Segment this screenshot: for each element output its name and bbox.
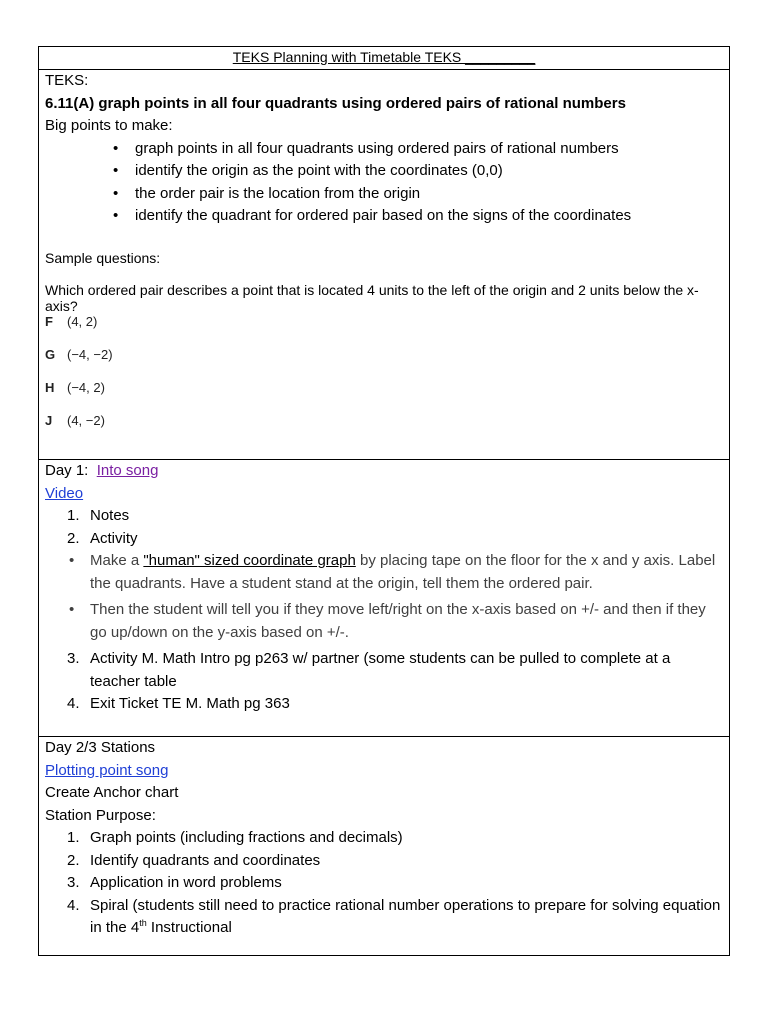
answer-choice: J (4, −2) (45, 412, 105, 428)
day2-heading: Day 2/3 Stations (45, 739, 156, 756)
list-item: 4. Spiral (students still need to practice rational number operations to prepare for solving equation in the 4th Instructional (67, 896, 721, 936)
day1-section (39, 459, 729, 737)
teks-section (39, 69, 729, 460)
answer-choice: F (4, 2) (45, 313, 98, 329)
list-item: 2. Identify quadrants and coordinates (67, 851, 321, 869)
day1-list (45, 505, 723, 550)
plotting-point-song-link[interactable]: Plotting point song (45, 761, 169, 779)
sample-question: Which ordered pair describes a point that is located 4 units to the left of the origin and 2 units below the x-axis? (45, 281, 699, 314)
day1-list-continued (45, 648, 723, 716)
document-title: TEKS Planning with Timetable TEKS _________ (232, 49, 536, 65)
answer-choices (45, 314, 723, 446)
activity-bullets (45, 550, 723, 644)
video-link[interactable]: Video (45, 484, 84, 502)
list-item: 1. Notes (67, 507, 130, 524)
big-points-label: Big points to make: (45, 117, 173, 134)
answer-choice: H (−4, 2) (45, 379, 105, 395)
anchor-chart-text: Create Anchor chart (45, 784, 179, 801)
day2-section (39, 736, 729, 957)
big-points-list (45, 138, 723, 228)
big-point-item: • identify the quadrant for ordered pair based on the signs of the coordinates (45, 205, 723, 228)
big-point-item: • identify the origin as the point with the coordinates (0,0) (45, 160, 723, 183)
list-item: 1. Graph points (including fractions and decimals) (67, 829, 403, 846)
station-purpose-label: Station Purpose: (45, 806, 156, 824)
teks-standard: 6.11(A) graph points in all four quadrants using ordered pairs of rational numbers (45, 94, 626, 112)
activity-bullet: • Make a "human" sized coordinate graph by placing tape on the floor for the x and y axis. Label the quadrants. Have a student stand at the origin, tell them the ordered pair. (45, 550, 723, 595)
title-row (39, 47, 729, 69)
list-item: 3. Application in word problems (67, 874, 282, 891)
planning-document (38, 46, 730, 956)
big-point-item: • graph points in all four quadrants using ordered pairs of rational numbers (45, 138, 723, 161)
intro-song-link[interactable]: Into song (96, 462, 159, 479)
station-purpose-list (45, 827, 723, 940)
human-graph-link[interactable]: "human" sized coordinate graph (143, 552, 356, 569)
list-item: 2. Activity (67, 529, 138, 547)
activity-bullet: • Then the student will tell you if they move left/right on the x-axis based on +/- and then if they go up/down on the y-axis based on +/-. (45, 599, 723, 644)
list-item: 3. Activity M. Math Intro pg p263 w/ partner (some students can be pulled to complete at a teacher table (67, 650, 671, 690)
day1-heading: Day 1: Into song (45, 462, 159, 479)
teks-label: TEKS: (45, 72, 89, 89)
big-point-item: • the order pair is the location from the origin (45, 183, 723, 206)
list-item: 4. Exit Ticket TE M. Math pg 363 (67, 695, 290, 712)
sample-questions-label: Sample questions: (45, 249, 161, 266)
answer-choice: G (−4, −2) (45, 346, 113, 362)
